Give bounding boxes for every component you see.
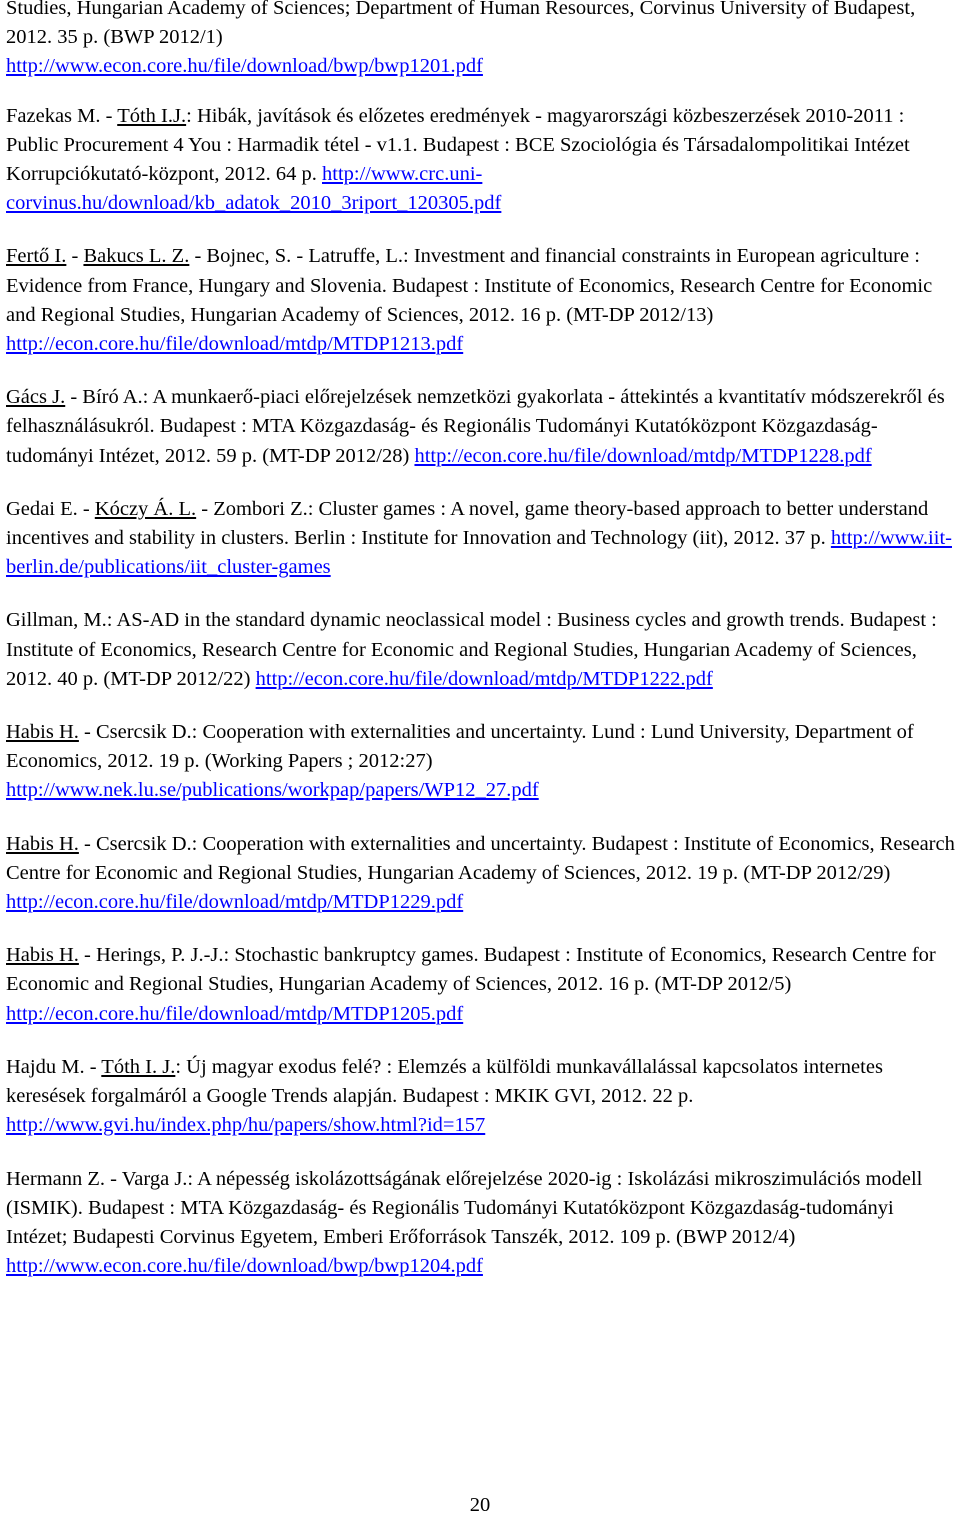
- author-highlight: Bakucs L. Z.: [83, 245, 190, 268]
- list-item: [6, 830, 956, 918]
- list-item: [6, 606, 956, 694]
- author-highlight: Habis H.: [6, 832, 79, 855]
- entry-link[interactable]: http://www.econ.core.hu/file/download/bwp/bwp1201.pdf: [6, 55, 483, 78]
- list-item: [6, 495, 956, 583]
- author-highlight: Tóth I. J.: [101, 1055, 176, 1078]
- list-item: [6, 0, 956, 82]
- list-item: [6, 1165, 956, 1282]
- entry-text: - Csercsik D.: Cooperation with externalities and uncertainty. Budapest : Institute of Economics, Research Centre for Economic and Regional Studies, Hungarian Academy of Sciences, 2012. 19 p. (MT-DP 2012/29): [6, 832, 955, 884]
- list-item: [6, 242, 956, 359]
- entry-text: Hermann Z. - Varga J.: A népesség iskolázottságának előrejelzése 2020-ig : Iskolázási mikroszimulációs modell (ISMIK). Budapest : MTA Közgazdaság- és Regionális Tudományi Kutatóközpont Közgazdaság-tudományi Intézet; Budapesti Corvinus Egyetem, Emberi Erőforrások Tanszék, 2012. 109 p. (BWP 2012/4): [6, 1167, 923, 1248]
- entry-link[interactable]: http://econ.core.hu/file/download/mtdp/MTDP1228.pdf: [414, 444, 872, 467]
- entry-text: - Bojnec, S. - Latruffe, L.: Investment and financial constraints in European agriculture : Evidence from France, Hungary and Slovenia. Budapest : Institute of Economics, Research Centre for Economic and Regional Studies, Hungarian Academy of Sciences, 2012. 16 p. (MT-DP 2012/13): [6, 245, 933, 326]
- entry-link[interactable]: http://www.gvi.hu/index.php/hu/papers/show.html?id=157: [6, 1114, 486, 1137]
- entry-link[interactable]: http://www.crc.uni-corvinus.hu/download/kb_adatok_2010_3riport_120305.pdf: [6, 163, 502, 215]
- author-highlight: Gács J.: [6, 386, 66, 409]
- author-text: Gedai E. -: [6, 497, 95, 520]
- entry-text: - Csercsik D.: Cooperation with externalities and uncertainty. Lund : Lund University, Department of Economics, 2012. 19 p. (Working Papers ; 2012:27): [6, 721, 914, 773]
- entry-link[interactable]: http://www.iit-berlin.de/publications/iit_cluster-games: [6, 527, 952, 579]
- entry-text: Studies, Hungarian Academy of Sciences; Department of Human Resources, Corvinus University of Budapest, 2012. 35 p. (BWP 2012/1): [6, 0, 916, 49]
- author-highlight: Habis H.: [6, 944, 79, 967]
- list-item: [6, 941, 956, 1029]
- entry-link[interactable]: http://www.nek.lu.se/publications/workpap/papers/WP12_27.pdf: [6, 779, 539, 802]
- author-highlight: Habis H.: [6, 721, 79, 744]
- list-item: [6, 1053, 956, 1141]
- entry-link[interactable]: http://econ.core.hu/file/download/mtdp/MTDP1205.pdf: [6, 1002, 464, 1025]
- author-separator: -: [66, 245, 84, 268]
- entry-link[interactable]: http://econ.core.hu/file/download/mtdp/MTDP1222.pdf: [255, 667, 713, 690]
- author-highlight: Fertő I.: [6, 245, 67, 268]
- author-highlight: Tóth I.J.: [117, 104, 187, 127]
- list-item: [6, 718, 956, 806]
- author-text: Fazekas M. -: [6, 104, 118, 127]
- entry-text: - Zombori Z.: Cluster games : A novel, game theory-based approach to better understand incentives and stability in clusters. Berlin : Institute for Innovation and Technology (iit), 2012. 37 p.: [6, 497, 929, 550]
- entry-text: - Bíró A.: A munkaerő-piaci előrejelzések nemzetközi gyakorlata - áttekintés a kvantitatív módszerekről és felhasználásukról. Budapest : MTA Közgazdaság- és Regionális Tudományi Kutatóközpont Közgazdaság-tudományi Intézet, 2012. 59 p. (MT-DP 2012/28): [6, 386, 945, 467]
- entry-text: : Új magyar exodus felé? : Elemzés a külföldi munkavállalással kapcsolatos internetes keresések forgalmáról a Google Trends alapján. Budapest : MKIK GVI, 2012. 22 p.: [6, 1055, 883, 1108]
- list-item: [6, 102, 956, 219]
- entry-text: : Hibák, javítások és előzetes eredmények - magyarországi közbeszerzések 2010-2011 : Public Procurement 4 You : Harmadik tétel - v1.1. Budapest : BCE Szociológia és Társadalompolitikai Intézet Korrupciókutató-központ, 2012. 64 p.: [6, 104, 910, 186]
- bibliography-list: [6, 0, 956, 1305]
- entry-text: - Herings, P. J.-J.: Stochastic bankruptcy games. Budapest : Institute of Economics, Research Centre for Economic and Regional Studies, Hungarian Academy of Sciences, 2012. 16 p. (MT-DP 2012/5): [6, 944, 936, 996]
- author-text: Hajdu M. -: [6, 1055, 102, 1078]
- author-highlight: Kóczy Á. L.: [94, 497, 197, 520]
- entry-link[interactable]: http://www.econ.core.hu/file/download/bwp/bwp1204.pdf: [6, 1255, 483, 1278]
- entry-text: Gillman, M.: AS-AD in the standard dynamic neoclassical model : Business cycles and growth trends. Budapest : Institute of Economics, Research Centre for Economic and Regional Studies, Hungarian Academy of Sciences, 2012. 40 p. (MT-DP 2012/22): [6, 609, 937, 690]
- entry-link[interactable]: http://econ.core.hu/file/download/mtdp/MTDP1213.pdf: [6, 333, 464, 356]
- page-number: 20: [469, 1494, 491, 1516]
- list-item: [6, 383, 956, 471]
- entry-link[interactable]: http://econ.core.hu/file/download/mtdp/MTDP1229.pdf: [6, 891, 464, 914]
